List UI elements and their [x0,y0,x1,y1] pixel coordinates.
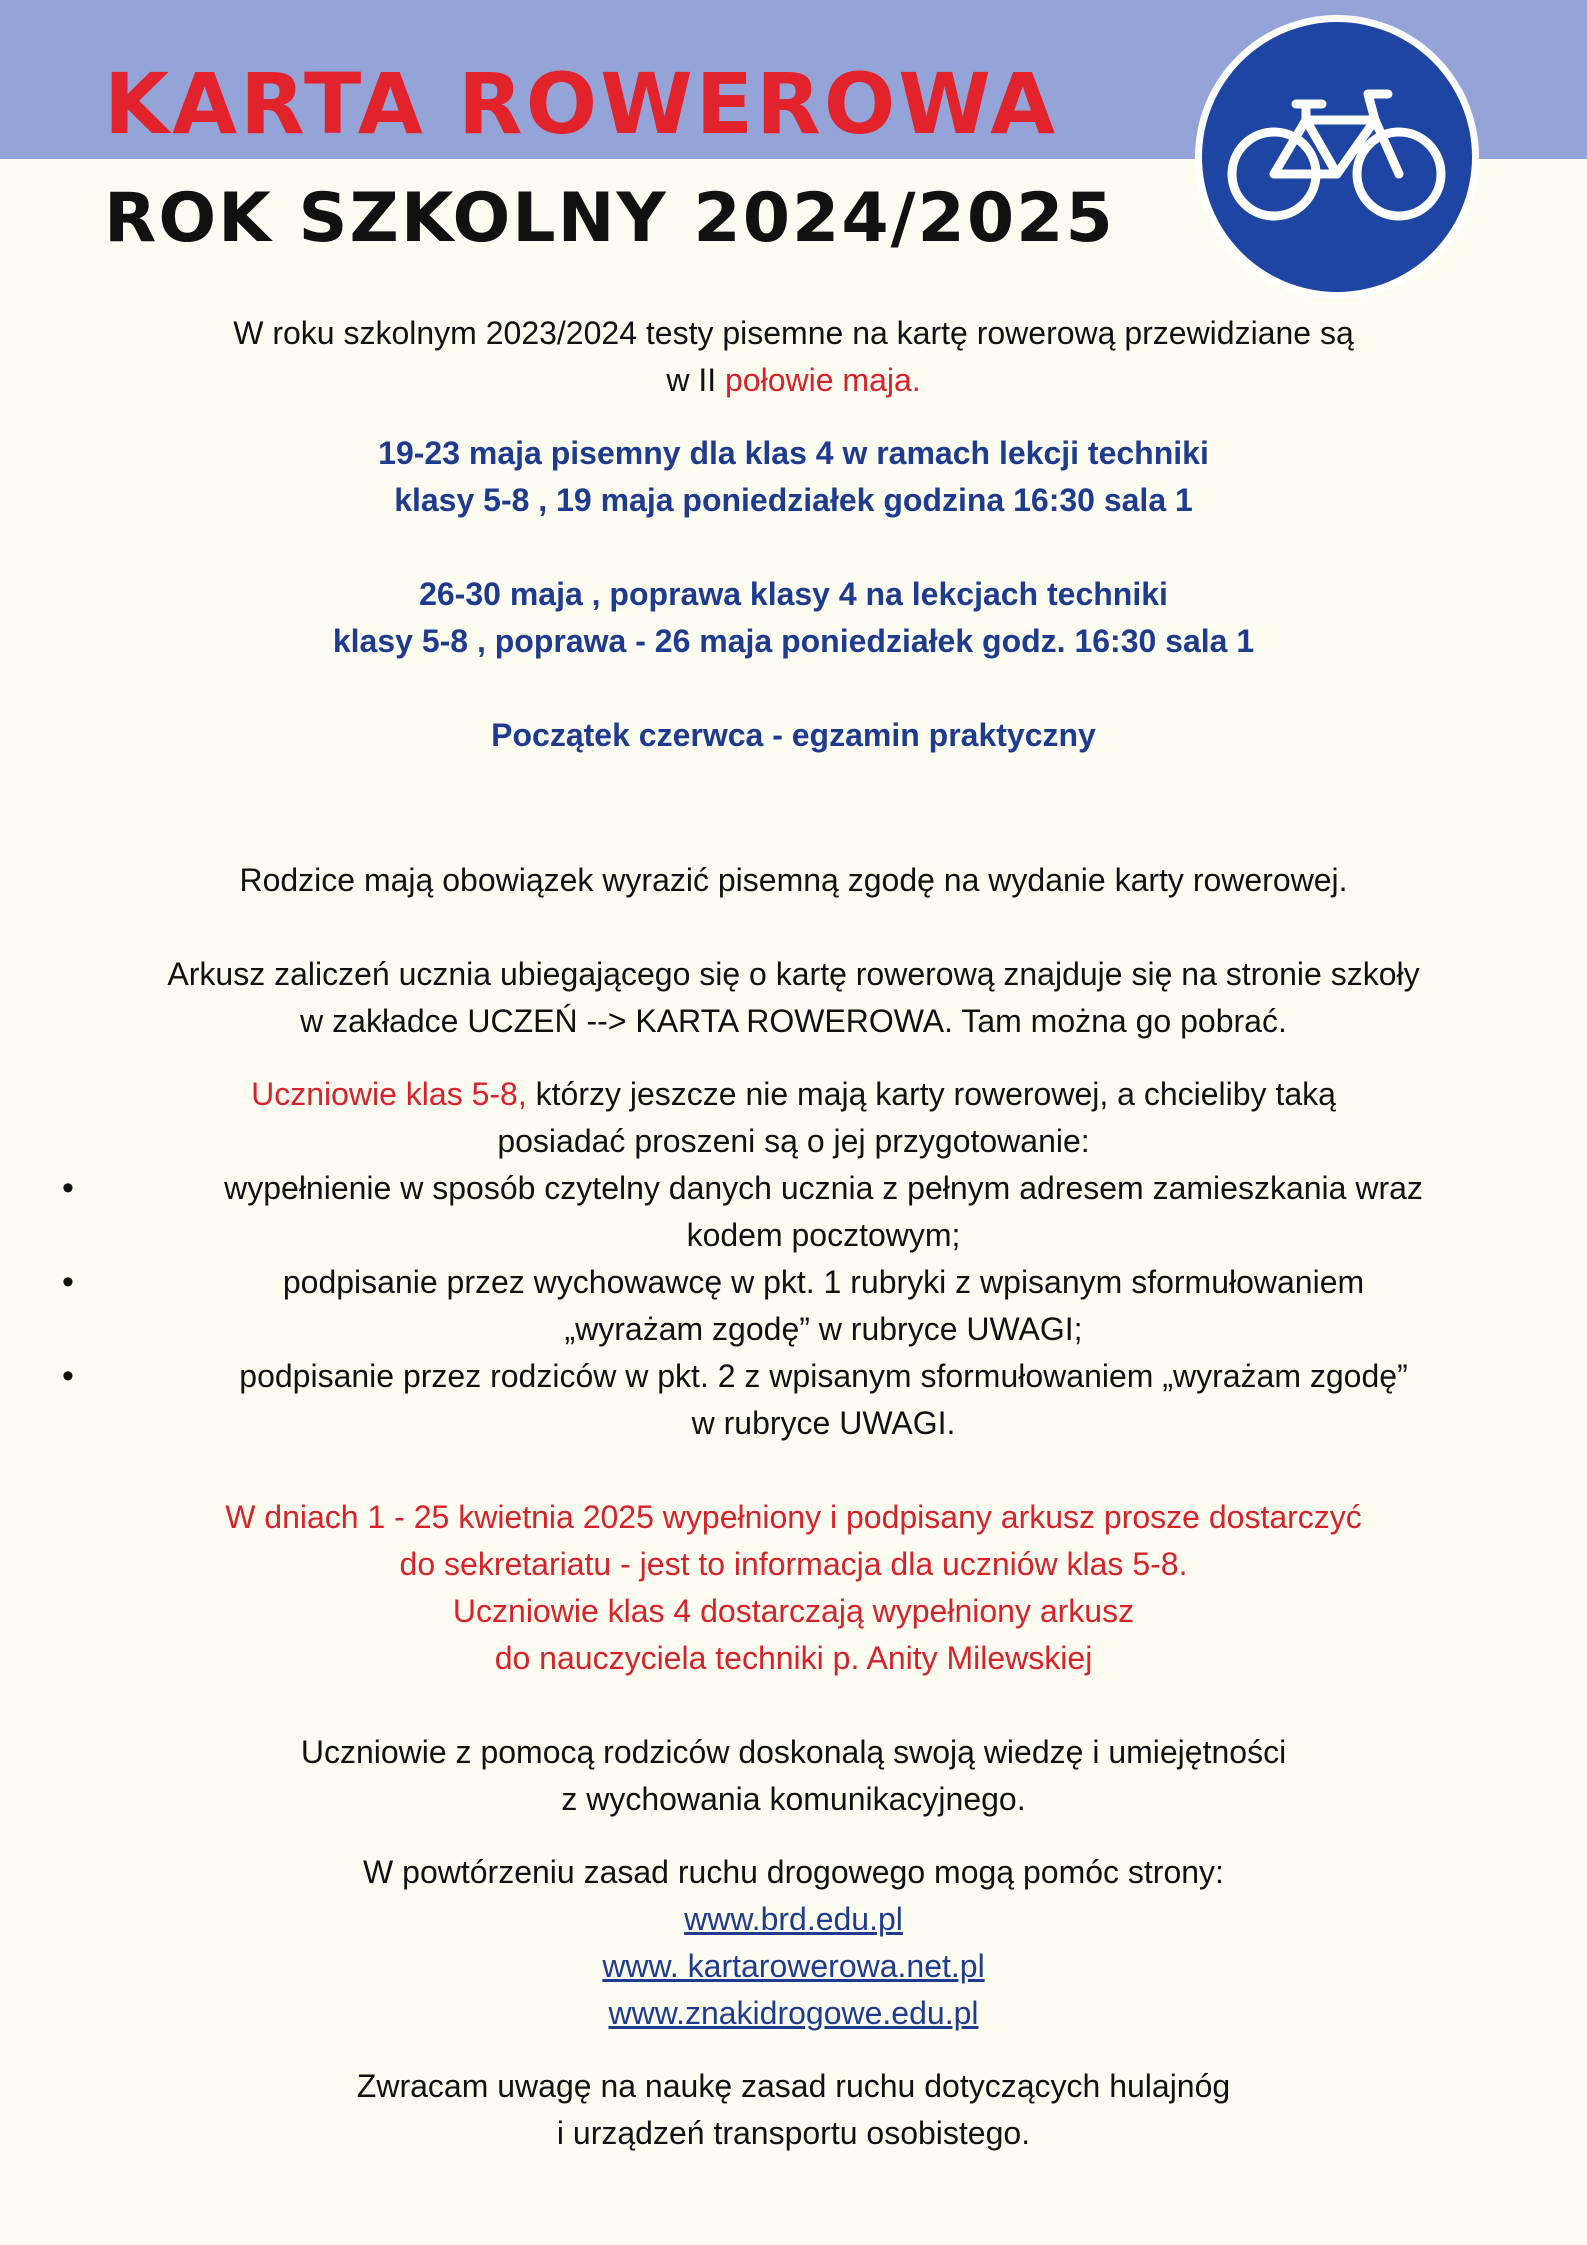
knowledge-text: Uczniowie z pomocą rodziców doskonalą swoją wiedzę i umiejętności z wychowania komunikacyjnego. [300,1734,1287,1817]
intro-text: W roku szkolnym 2023/2024 testy pisemne na kartę rowerową przewidziane są w II połowie maja. [233,315,1354,398]
students-highlight: Uczniowie klas 5-8, [251,1076,527,1112]
list-item: • podpisanie przez rodziców w pkt. 2 z wpisanym sformułowaniem „wyrażam zgodę” w rubryce UWAGI. [60,1353,1527,1447]
list-item: • wypełnienie w sposób czytelny danych ucznia z pełnym adresem zamieszkania wraz kodem pocztowym; [60,1165,1527,1259]
final-note: Zwracam uwagę na naukę zasad ruchu dotyczących hulajnóg i urządzeń transportu osobistego. [356,2068,1231,2151]
bicycle-sign-icon [1192,12,1482,302]
link-kartarowerowa[interactable]: www. kartarowerowa.net.pl [602,1948,985,1984]
parents-consent-text: Rodzice mają obowiązek wyrazić pisemną zgodę na wydanie karty rowerowej. [239,862,1348,898]
websites-section [60,1849,1527,2037]
deadline-info: W dniach 1 - 25 kwietnia 2025 wypełniony i podpisany arkusz prosze dostarczyć do sekretariatu - jest to informacja dla uczniów klas 5-8. Uczniowie klas 4 dostarczają wypełniony arkusz do nauczyciela techniki p. Anity Milewskiej [225,1499,1362,1676]
link-znakidrogowe[interactable]: www.znakidrogowe.edu.pl [608,1995,979,2031]
page-title: KARTA ROWEROWA [104,55,1059,153]
page-subtitle: ROK SZKOLNY 2024/2025 [104,179,1115,258]
requirements-list [60,1165,1527,1447]
document-body [60,310,1527,2157]
intro-highlight: połowie maja. [725,362,921,398]
sheet-info: Arkusz zaliczeń ucznia ubiegającego się o kartę rowerową znajduje się na stronie szkoły w zakładce UCZEŃ --> KARTA ROWEROWA. Tam można go pobrać. [167,956,1420,1039]
written-test-schedule: 19-23 maja pisemny dla klas 4 w ramach lekcji techniki klasy 5-8 , 19 maja poniedziałek godzina 16:30 sala 1 [378,435,1209,518]
list-item: • podpisanie przez wychowawcę w pkt. 1 rubryki z wpisanym sformułowaniem „wyrażam zgodę” w rubryce UWAGI; [60,1259,1527,1353]
practical-exam: Początek czerwca - egzamin praktyczny [491,717,1096,753]
websites-intro: W powtórzeniu zasad ruchu drogowego mogą pomóc strony: [363,1854,1224,1890]
link-brd[interactable]: www.brd.edu.pl [684,1901,903,1937]
retake-schedule: 26-30 maja , poprawa klasy 4 na lekcjach techniki klasy 5-8 , poprawa - 26 maja poniedziałek godz. 16:30 sala 1 [332,576,1255,659]
students-instructions: Uczniowie klas 5-8, którzy jeszcze nie mają karty rowerowej, a chcieliby taką posiadać proszeni są o jej przygotowanie: [251,1076,1336,1159]
